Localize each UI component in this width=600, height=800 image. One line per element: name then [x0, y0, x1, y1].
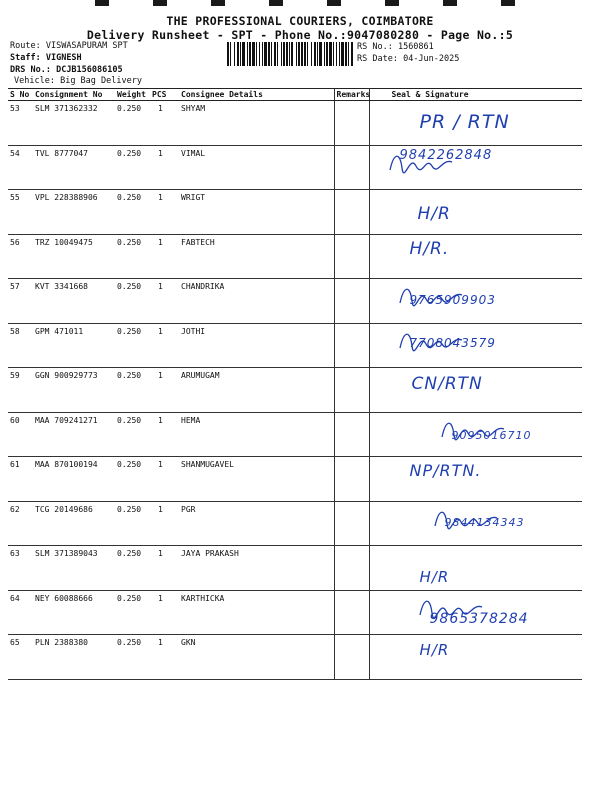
cell-pcs: 1	[150, 590, 179, 635]
handwritten-note: H/R	[419, 568, 450, 586]
cell-consignee: HEMA	[179, 412, 334, 457]
drs-line	[10, 66, 123, 75]
cell-sno: 55	[8, 190, 33, 235]
cell-sno: 58	[8, 323, 33, 368]
col-header-remarks: Remarks	[334, 89, 369, 101]
cell-signature	[369, 368, 582, 413]
cell-remarks	[334, 101, 369, 146]
handwritten-note: H/R	[417, 204, 451, 224]
table-row	[8, 190, 582, 235]
cell-remarks	[334, 323, 369, 368]
cell-signature	[369, 101, 582, 146]
cell-weight: 0.250	[115, 234, 150, 279]
cell-consignment-no: MAA 709241271	[33, 412, 115, 457]
table-row	[8, 368, 582, 413]
staff-label: Staff:	[10, 53, 41, 63]
handwritten-note: 9095016710	[451, 428, 532, 442]
cell-remarks	[334, 590, 369, 635]
vehicle-value: Big Bag Delivery	[60, 76, 142, 86]
cell-consignee: KARTHICKA	[179, 590, 334, 635]
handwritten-note: PR / RTN	[419, 111, 510, 133]
handwritten-note: 9842262848	[399, 147, 493, 163]
company-title: THE PROFESSIONAL COURIERS, COIMBATORE	[166, 14, 434, 28]
col-header-pcs: PCS	[150, 89, 179, 101]
cell-weight: 0.250	[115, 546, 150, 591]
table-row	[8, 101, 582, 146]
cell-pcs: 1	[150, 145, 179, 190]
cell-remarks	[334, 145, 369, 190]
cell-remarks	[334, 501, 369, 546]
rs-no-label: RS No.:	[357, 42, 393, 52]
cell-signature	[369, 279, 582, 324]
cell-consignee: VIMAL	[179, 145, 334, 190]
handwritten-note: CN/RTN	[411, 374, 483, 394]
cell-weight: 0.250	[115, 501, 150, 546]
cell-signature	[369, 590, 582, 635]
col-header-sno: S No	[8, 89, 33, 101]
col-header-signature: Seal & Signature	[369, 89, 582, 101]
cell-weight: 0.250	[115, 279, 150, 324]
rs-date-line	[357, 55, 459, 64]
cell-pcs: 1	[150, 279, 179, 324]
cell-consignment-no: SLM 371389043	[33, 546, 115, 591]
cell-sno: 60	[8, 412, 33, 457]
cell-signature	[369, 234, 582, 279]
cell-sno: 61	[8, 457, 33, 502]
cell-signature	[369, 145, 582, 190]
table-row	[8, 590, 582, 635]
cell-consignee: SHANMUGAVEL	[179, 457, 334, 502]
cell-remarks	[334, 457, 369, 502]
cell-consignment-no: MAA 870100194	[33, 457, 115, 502]
route-label: Route:	[10, 41, 41, 51]
cell-weight: 0.250	[115, 412, 150, 457]
cell-weight: 0.250	[115, 457, 150, 502]
cell-sno: 59	[8, 368, 33, 413]
handwritten-note: NP/RTN.	[409, 461, 482, 480]
cell-pcs: 1	[150, 457, 179, 502]
cell-consignment-no: TCG 20149686	[33, 501, 115, 546]
cell-remarks	[334, 234, 369, 279]
staff-line	[10, 54, 82, 63]
cell-pcs: 1	[150, 234, 179, 279]
staff-value: VIGNESH	[45, 53, 82, 63]
drs-value: DCJB156086105	[56, 65, 123, 75]
table-row	[8, 635, 582, 680]
cell-consignment-no: SLM 371362332	[33, 101, 115, 146]
cell-signature	[369, 457, 582, 502]
table-row	[8, 501, 582, 546]
table-row	[8, 145, 582, 190]
handwritten-note: 9765909903	[409, 293, 496, 307]
vehicle-line	[14, 77, 142, 86]
cell-signature	[369, 190, 582, 235]
cell-pcs: 1	[150, 412, 179, 457]
cell-pcs: 1	[150, 101, 179, 146]
handwritten-note: 9865378284	[429, 610, 529, 627]
cell-pcs: 1	[150, 501, 179, 546]
cell-consignee: JOTHI	[179, 323, 334, 368]
cell-pcs: 1	[150, 546, 179, 591]
route-value: VISWASAPURAM SPT	[45, 41, 128, 51]
rs-no-value: 1560861	[397, 42, 434, 52]
cell-pcs: 1	[150, 635, 179, 680]
cell-weight: 0.250	[115, 323, 150, 368]
cell-consignee: PGR	[179, 501, 334, 546]
cell-consignment-no: KVT 3341668	[33, 279, 115, 324]
table-row	[8, 323, 582, 368]
cell-weight: 0.250	[115, 190, 150, 235]
col-header-consignee: Consignee Details	[179, 89, 334, 101]
table-row	[8, 234, 582, 279]
cell-sno: 65	[8, 635, 33, 680]
cell-remarks	[334, 546, 369, 591]
cell-sno: 57	[8, 279, 33, 324]
cell-consignee: JAYA PRAKASH	[179, 546, 334, 591]
scan-marks	[95, 0, 515, 8]
rs-date-label: RS Date:	[357, 54, 398, 64]
cell-consignment-no: TVL 8777047	[33, 145, 115, 190]
cell-remarks	[334, 635, 369, 680]
cell-consignee: CHANDRIKA	[179, 279, 334, 324]
cell-remarks	[334, 368, 369, 413]
handwritten-note: 7708043579	[409, 335, 496, 350]
cell-weight: 0.250	[115, 145, 150, 190]
table-row	[8, 546, 582, 591]
handwritten-note: H/R.	[409, 238, 450, 259]
cell-consignment-no: PLN 2388380	[33, 635, 115, 680]
cell-pcs: 1	[150, 190, 179, 235]
rs-date-value: 04-Jun-2025	[403, 54, 460, 64]
drs-label: DRS No.:	[10, 65, 51, 75]
cell-signature	[369, 412, 582, 457]
cell-consignee: FABTECH	[179, 234, 334, 279]
runsheet-table	[8, 88, 582, 680]
cell-sno: 53	[8, 101, 33, 146]
cell-signature	[369, 546, 582, 591]
col-header-weight: Weight	[115, 89, 150, 101]
cell-weight: 0.250	[115, 368, 150, 413]
cell-remarks	[334, 190, 369, 235]
col-header-consignment: Consignment No	[33, 89, 115, 101]
runsheet-subtitle: Delivery Runsheet - SPT - Phone No.:9047080280 - Page No.:5	[86, 28, 514, 42]
cell-sno: 54	[8, 145, 33, 190]
cell-consignee: GKN	[179, 635, 334, 680]
cell-signature	[369, 323, 582, 368]
cell-consignment-no: GPM 471011	[33, 323, 115, 368]
cell-remarks	[334, 279, 369, 324]
cell-consignee: ARUMUGAM	[179, 368, 334, 413]
cell-signature	[369, 501, 582, 546]
cell-pcs: 1	[150, 323, 179, 368]
cell-consignee: WRIGT	[179, 190, 334, 235]
cell-signature	[369, 635, 582, 680]
cell-remarks	[334, 412, 369, 457]
cell-sno: 62	[8, 501, 33, 546]
cell-consignment-no: GGN 900929773	[33, 368, 115, 413]
cell-weight: 0.250	[115, 590, 150, 635]
cell-pcs: 1	[150, 368, 179, 413]
cell-weight: 0.250	[115, 101, 150, 146]
handwritten-note: H/R	[419, 641, 450, 659]
cell-consignment-no: VPL 228388906	[33, 190, 115, 235]
handwritten-note: 9844134343	[444, 515, 525, 529]
cell-weight: 0.250	[115, 635, 150, 680]
barcode	[227, 42, 353, 66]
table-row	[8, 279, 582, 324]
route-line	[10, 42, 128, 51]
cell-consignee: SHYAM	[179, 101, 334, 146]
table-row	[8, 412, 582, 457]
cell-consignment-no: TRZ 10049475	[33, 234, 115, 279]
cell-consignment-no: NEY 60088666	[33, 590, 115, 635]
cell-sno: 63	[8, 546, 33, 591]
cell-sno: 64	[8, 590, 33, 635]
table-header-row	[8, 89, 582, 101]
table-row	[8, 457, 582, 502]
rs-no-line	[357, 43, 434, 52]
cell-sno: 56	[8, 234, 33, 279]
vehicle-label: Vehicle:	[14, 76, 55, 86]
